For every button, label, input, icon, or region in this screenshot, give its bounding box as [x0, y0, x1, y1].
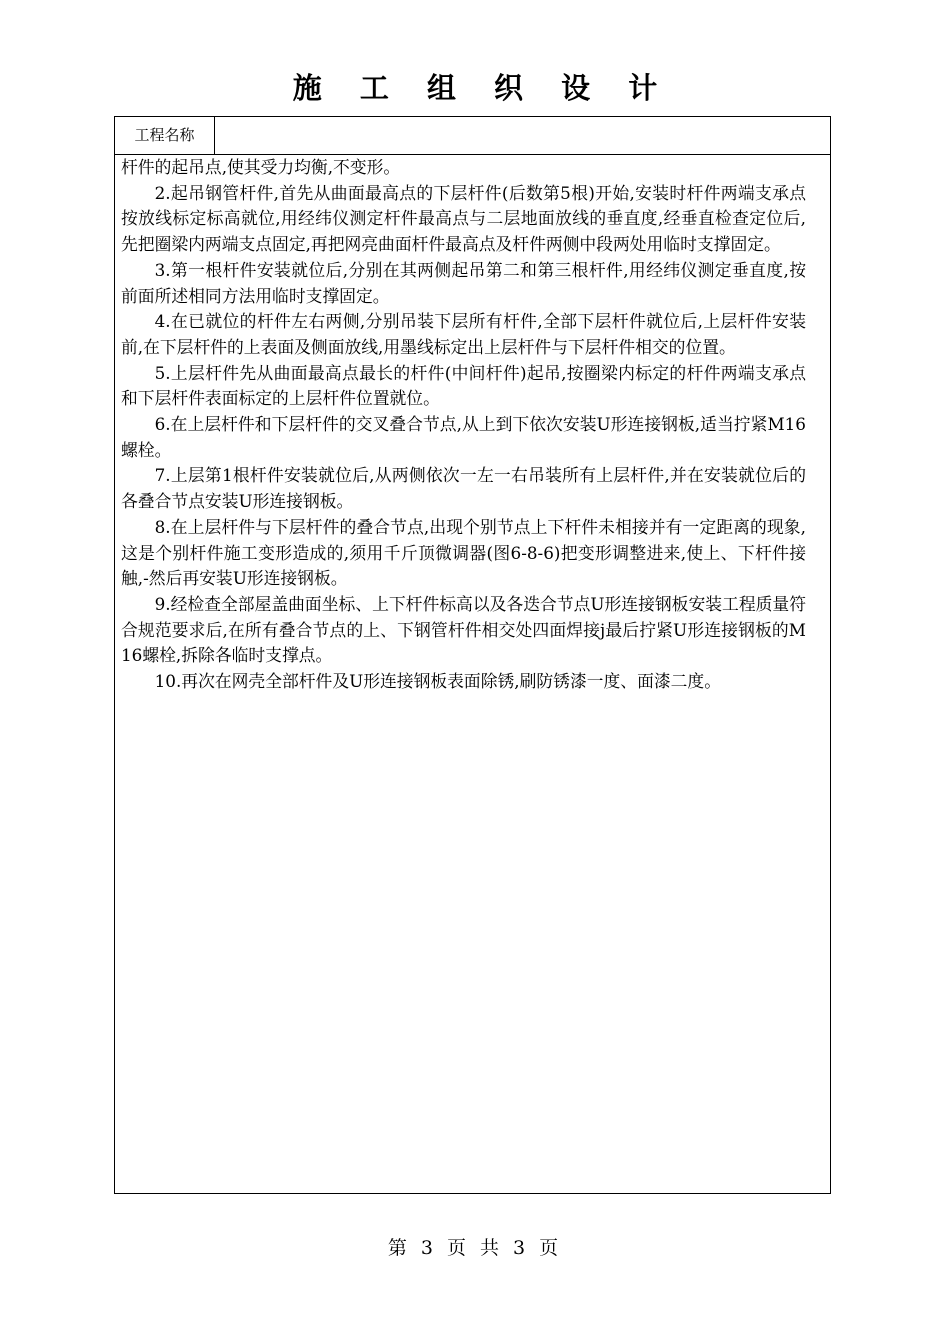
paragraph-4: 4.在已就位的杆件左右两侧,分别吊装下层所有杆件,全部下层杆件就位后,上层杆件安装前,在下层杆件的上表面及侧面放线,用墨线标定出上层杆件与下层杆件相交的位置。: [121, 311, 806, 357]
paragraph-10: 10.再次在网壳全部杆件及U形连接钢板表面除锈,刷防锈漆一度、面漆二度。: [154, 671, 721, 692]
form-table: [114, 116, 831, 1194]
paragraph-2: 2.起吊钢管杆件,首先从曲面最高点的下层杆件(后数第5根)开始,安装时杆件两端支承点按放线标定标高就位,用经纬仪测定杆件最高点与二层地面放线的垂直度,经垂直检查定位后,先把圈梁内两端支点固定,再把网亮曲面杆件最高点及杆件两侧中段两处用临时支撑固定。: [121, 182, 806, 255]
project-name-row: [115, 117, 830, 155]
paragraph-9: 9.经检查全部屋盖曲面坐标、上下杆件标高以及各迭合节点U形连接钢板安装工程质量符合规范要求后,在所有叠合节点的上、下钢管杆件相交处四面焊接j最后拧紧U形连接钢板的M16螺栓,拆除各临时支撑点。: [121, 593, 806, 666]
paragraph-5: 5.上层杆件先从曲面最高点最长的杆件(中间杆件)起吊,按圈梁内标定的杆件两端支承点和下层杆件表面标定的上层杆件位置就位。: [121, 362, 806, 409]
document-title: 施 工 组 织 设 计: [292, 71, 672, 105]
paragraph-6: 6.在上层杆件和下层杆件的交叉叠合节点,从上到下依次安装U形连接钢板,适当拧紧M16螺栓。: [121, 414, 806, 460]
project-name-label: 工程名称: [115, 117, 215, 154]
paragraph-7: 7.上层第1根杆件安装就位后,从两侧依次一左一右吊装所有上层杆件,并在安装就位后的各叠合节点安装U形连接钢板。: [121, 465, 806, 512]
project-name-value: [215, 117, 830, 154]
paragraph-1: 杆件的起吊点,使其受力均衡,不变形。: [121, 157, 401, 177]
content-cell: [115, 155, 830, 1193]
paragraph-3: 3.第一根杆件安装就位后,分别在其两侧起吊第二和第三根杆件,用经纬仪测定垂直度,按前面所述相同方法用临时支撑固定。: [121, 259, 806, 306]
paragraph-8: 8.在上层杆件与下层杆件的叠合节点,出现个别节点上下杆件未相接并有一定距离的现象,这是个别杆件施工变形造成的,须用千斤顶微调器(图6-8-6)把变形调整进来,使上、下杆件接触,-然后再安装U形连接钢板。: [121, 516, 806, 589]
page-footer: 第 3 页 共 3 页: [387, 1237, 563, 1259]
